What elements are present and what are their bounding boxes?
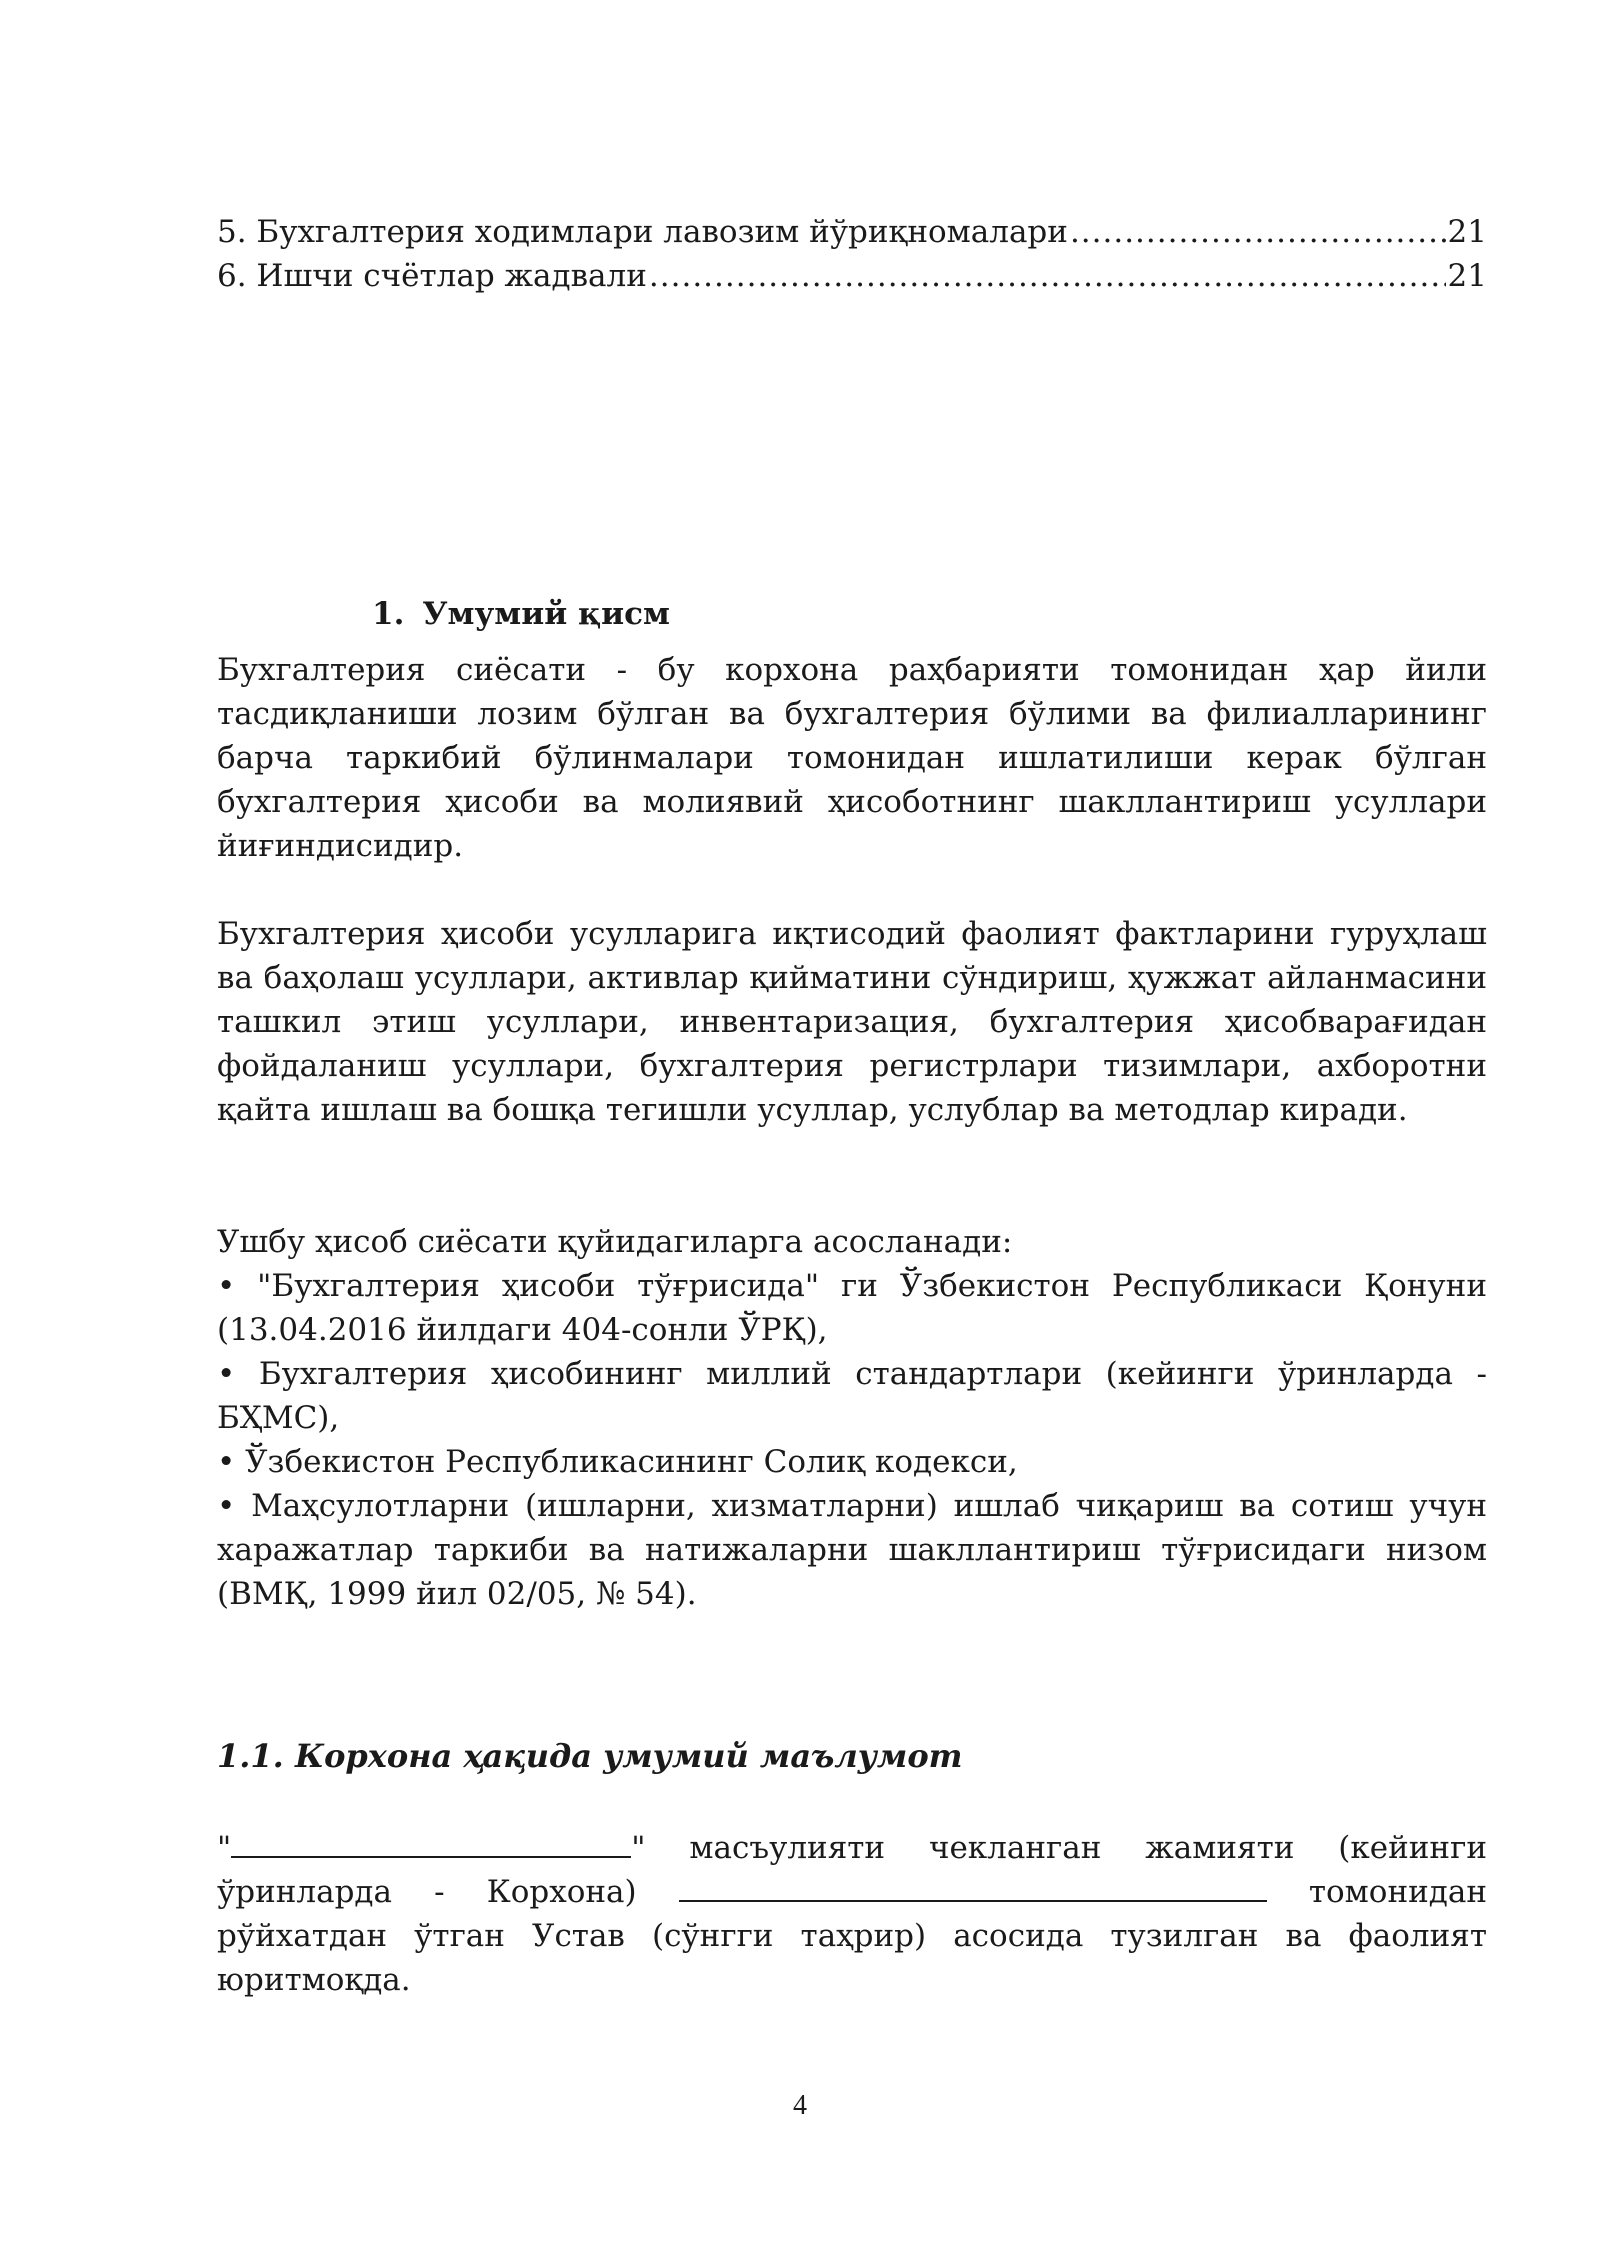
company-name-blank[interactable] xyxy=(231,1826,631,1858)
section-title: Умумий қисм xyxy=(422,596,670,632)
page-number: 4 xyxy=(793,2090,807,2121)
paragraph-text-part: масъулияти чекланган жамияти (кейинги ўринларда - Корхона) xyxy=(217,1830,1487,1910)
table-of-contents xyxy=(217,210,1487,298)
registration-authority-blank[interactable] xyxy=(679,1870,1267,1902)
toc-entry[interactable] xyxy=(217,254,1487,298)
toc-leader-dots xyxy=(649,254,1446,298)
paragraph-definition xyxy=(217,648,1487,868)
paragraph-text: Бухгалтерия ҳисоби усулларига иқтисодий фаолият фактларини гуруҳлаш ва баҳолаш усуллари, активлар қийматини сўндириш, ҳужжат айланмасини ташкил этиш усуллари, инвентаризация, бухгалтерия ҳисобварағидан фойдаланиш усуллари, бухгалтерия регистрлари тизимлари, ахборотни қайта ишлаш ва бошқа тегишли усуллар, услублар ва методлар киради. xyxy=(217,916,1487,1128)
company-info-paragraph xyxy=(217,1826,1487,2002)
basis-item: • Ўзбекистон Республикасининг Солиқ кодекси, xyxy=(217,1444,1018,1480)
paragraph-text: Бухгалтерия сиёсати - бу корхона раҳбарияти томонидан ҳар йили тасдиқланиши лозим бўлган ва бухгалтерия бўлими ва филиалларининг барча таркибий бўлинмалари томонидан ишлатилиши керак бўлган бухгалтерия ҳисоби ва молиявий ҳисоботнинг шакллантириш усуллари йиғиндисидир. xyxy=(217,652,1487,864)
basis-intro: Ушбу ҳисоб сиёсати қуйидагиларга асосланади: xyxy=(217,1224,1013,1260)
section-heading xyxy=(372,592,670,636)
basis-item: • Маҳсулотларни (ишларни, хизматларни) ишлаб чиқариш ва сотиш учун харажатлар таркиби ва натижаларни шакллантириш тўғрисидаги низом (ВМҚ, 1999 йил 02/05, № 54). xyxy=(217,1488,1487,1612)
paragraph-text-part: томонидан рўйхатдан ўтган Устав (сўнгги таҳрир) асосида тузилган ва фаолият юритмоқда. xyxy=(217,1874,1488,1998)
toc-entry-page: 21 xyxy=(1447,214,1487,250)
toc-leader-dots xyxy=(1070,210,1446,254)
section-number: 1. xyxy=(372,596,405,632)
toc-entry-label: 5. Бухгалтерия ходимлари лавозим йўриқномалари xyxy=(217,214,1068,250)
toc-entry-label: 6. Ишчи счётлар жадвали xyxy=(217,258,647,294)
paragraph-methods xyxy=(217,912,1487,1132)
basis-item: • Бухгалтерия ҳисобининг миллий стандартлари (кейинги ўринларда - БҲМС), xyxy=(217,1356,1487,1436)
close-quote: " xyxy=(631,1830,646,1866)
basis-list xyxy=(217,1220,1487,1616)
toc-entry-page: 21 xyxy=(1447,258,1487,294)
open-quote: " xyxy=(217,1830,232,1866)
subsection-heading: 1.1. Корхона ҳақида умумий маълумот xyxy=(217,1737,963,1775)
basis-item: • "Бухгалтерия ҳисоби тўғрисида" ги Ўзбекистон Республикаси Қонуни (13.04.2016 йилдаги 404-сонли ЎРҚ), xyxy=(217,1268,1487,1348)
toc-entry[interactable] xyxy=(217,210,1487,254)
paragraph-text xyxy=(217,1826,1487,2002)
